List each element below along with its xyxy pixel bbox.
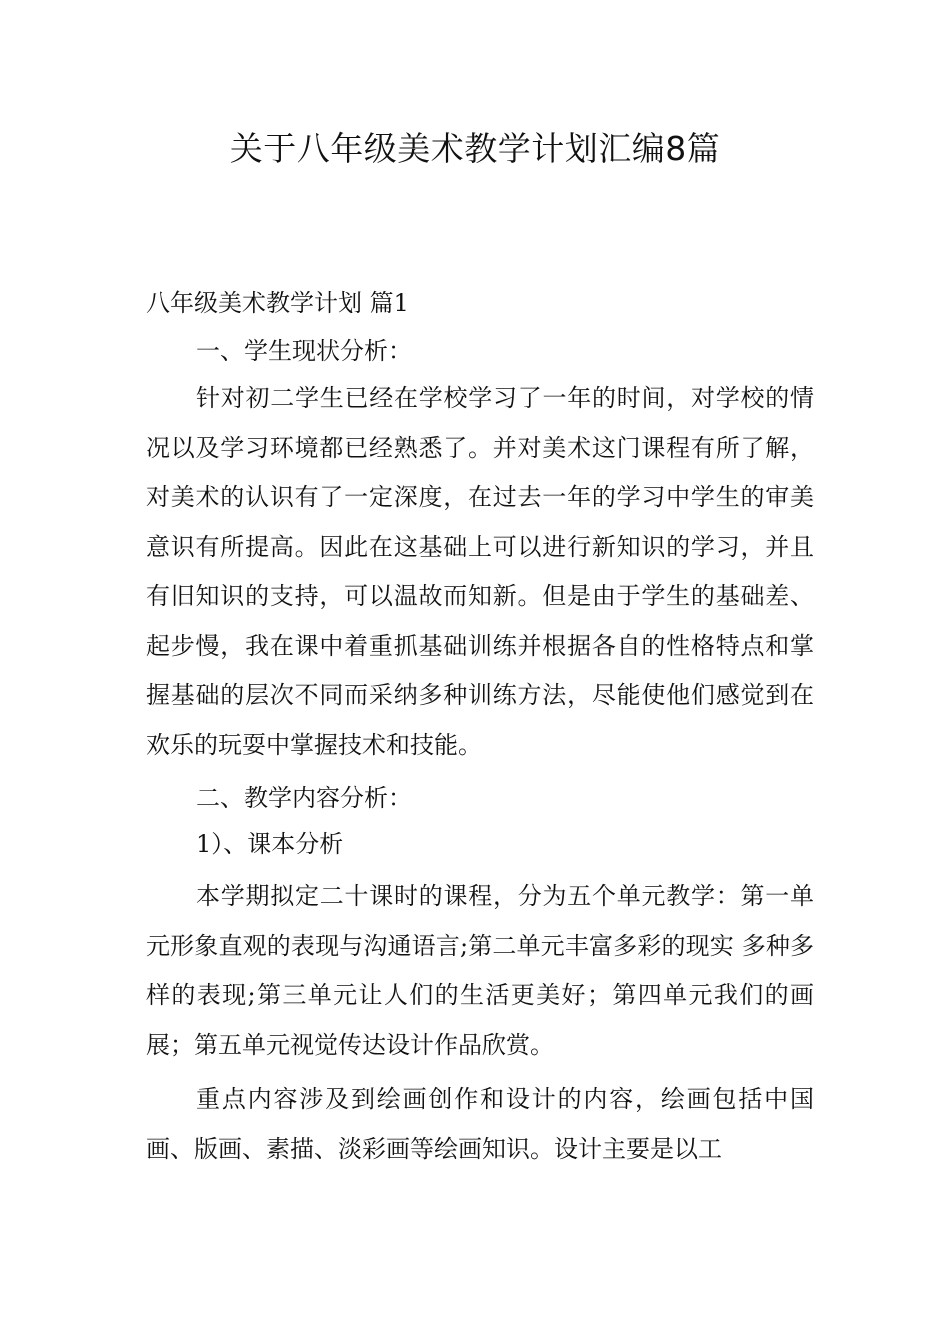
heading-student-analysis: 一、学生现状分析： [196,337,412,365]
paragraph-student-analysis: 针对初二学生已经在学校学习了一年的时间，对学校的情况以及学习环境都已经熟悉了。并对美术这门课程有所了解，对美术的认识有了一定深度，在过去一年的学习中学生的审美意识有所提高。因此在这基础上可以进行新知识的学习，并且有旧知识的支持，可以温故而知新。但是由于学生的基础差、起步慢，我在课中着重抓基础训练并根据各自的性格特点和掌握基础的层次不同而采纳多种训练方法，尽能使他们感觉到在欢乐的玩耍中掌握技术和技能。 [146,384,814,759]
heading-textbook-analysis: 1）、课本分析 [196,830,344,858]
paragraph-units: 本学期拟定二十课时的课程，分为五个单元教学：第一单元形象直观的表现与沟通语言;第二单元丰富多彩的现实 多种多样的表现;第三单元让人们的生活更美好；第四单元我们的画展；第五单元视觉传达设计作品欣赏。 [146,882,814,1059]
heading-content-analysis: 二、教学内容分析： [196,784,412,812]
section-heading: 八年级美术教学计划 篇1 [146,289,409,317]
document-body [146,278,814,1174]
paragraph-key-content: 重点内容涉及到绘画创作和设计的内容，绘画包括中国画、版画、素描、淡彩画等绘画知识。设计主要是以工 [146,1085,814,1163]
document-title: 关于八年级美术教学计划汇编8篇 [229,129,721,168]
